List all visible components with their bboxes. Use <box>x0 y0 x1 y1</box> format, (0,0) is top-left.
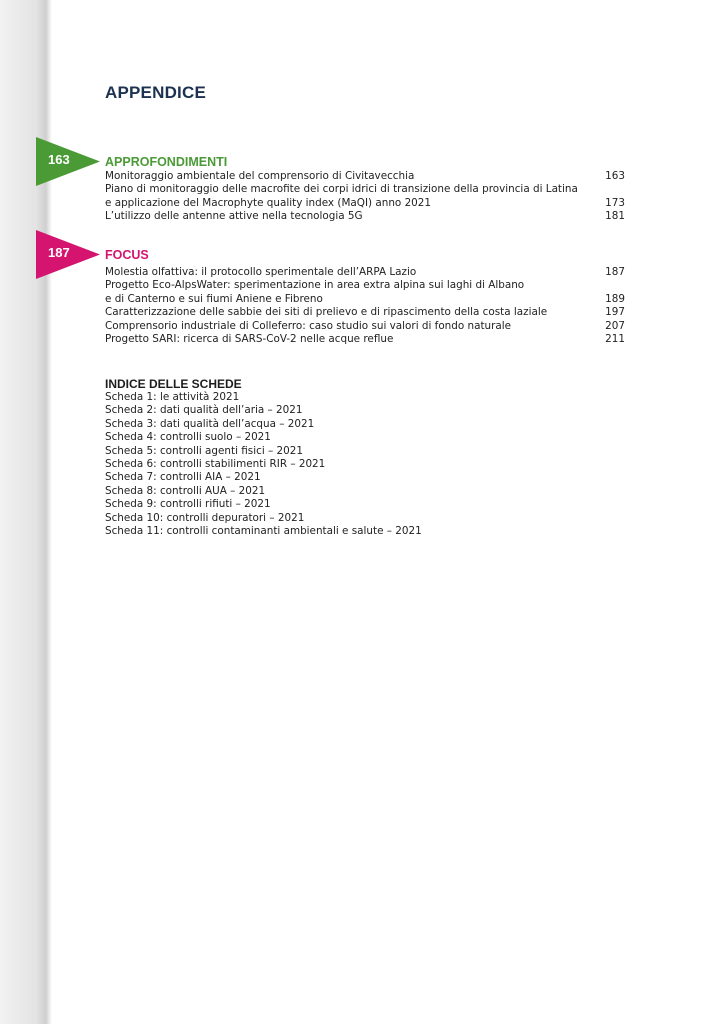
approfondimenti-flag-number: 163 <box>48 152 70 167</box>
toc-entry-row <box>105 266 625 279</box>
scheda-item[interactable]: Scheda 6: controlli stabilimenti RIR – 2021 <box>105 458 326 471</box>
toc-entry-title: L’utilizzo delle antenne attive nella tecnologia 5G <box>105 210 363 223</box>
schede-heading: INDICE DELLE SCHEDE <box>105 377 242 391</box>
approfondimenti-list <box>105 170 625 224</box>
focus-list <box>105 266 625 346</box>
toc-entry-title: Caratterizzazione delle sabbie dei siti di prelievo e di ripascimento della costa laziale <box>105 306 548 319</box>
toc-entry-title: Progetto SARI: ricerca di SARS-CoV-2 nelle acque reflue <box>105 333 394 346</box>
toc-entry-title: e applicazione del Macrophyte quality index (MaQI) anno 2021 <box>105 196 432 209</box>
toc-entry-title-line: Piano di monitoraggio delle macrofite dei corpi idrici di transizione della provincia di Latina <box>105 183 578 196</box>
toc-entry-title-line: Progetto Eco-AlpsWater: sperimentazione in area extra alpina sui laghi di Albano <box>105 279 525 292</box>
focus-heading: FOCUS <box>105 248 149 262</box>
focus-flag-number: 187 <box>48 245 70 260</box>
toc-entry[interactable] <box>105 266 625 279</box>
toc-entry-page: 197 <box>605 306 625 319</box>
toc-entry-title: Monitoraggio ambientale del comprensorio di Civitavecchia <box>105 170 415 182</box>
approfondimenti-heading: APPROFONDIMENTI <box>105 155 228 169</box>
focus-page-flag <box>36 230 100 279</box>
toc-entry-page: 173 <box>605 196 625 209</box>
scheda-item[interactable]: Scheda 4: controlli suolo – 2021 <box>105 431 271 444</box>
schede-list <box>105 391 422 538</box>
toc-entry[interactable] <box>105 333 625 346</box>
scheda-item[interactable]: Scheda 11: controlli contaminanti ambientali e salute – 2021 <box>105 525 422 538</box>
toc-entry-page: 189 <box>605 292 625 305</box>
toc-entry-row <box>105 293 625 306</box>
toc-entry[interactable] <box>105 279 625 306</box>
toc-entry-title: Comprensorio industriale di Colleferro: caso studio sui valori di fondo naturale <box>105 319 512 332</box>
scheda-item[interactable]: Scheda 8: controlli AUA – 2021 <box>105 484 266 497</box>
scheda-item[interactable]: Scheda 9: controlli rifiuti – 2021 <box>105 498 271 511</box>
scheda-item[interactable]: Scheda 3: dati qualità dell’acqua – 2021 <box>105 417 315 430</box>
toc-entry-page: 181 <box>605 210 625 223</box>
scheda-item[interactable]: Scheda 7: controlli AIA – 2021 <box>105 471 261 484</box>
approfondimenti-page-flag <box>36 137 100 186</box>
toc-entry[interactable] <box>105 170 625 183</box>
toc-entry-row <box>105 197 625 210</box>
toc-entry-page: 207 <box>605 319 625 332</box>
toc-entry-title: e di Canterno e sui fiumi Aniene e Fibreno <box>105 292 323 305</box>
toc-entry-row <box>105 210 625 223</box>
scheda-item[interactable]: Scheda 1: le attività 2021 <box>105 391 240 403</box>
scheda-item[interactable]: Scheda 10: controlli depuratori – 2021 <box>105 511 305 524</box>
toc-entry[interactable] <box>105 210 625 223</box>
scheda-item[interactable]: Scheda 5: controlli agenti fisici – 2021 <box>105 444 303 457</box>
toc-entry[interactable] <box>105 320 625 333</box>
toc-entry-row <box>105 306 625 319</box>
toc-entry-title: Molestia olfattiva: il protocollo sperimentale dell’ARPA Lazio <box>105 266 417 278</box>
toc-entry-row <box>105 320 625 333</box>
scheda-item[interactable]: Scheda 2: dati qualità dell’aria – 2021 <box>105 404 303 417</box>
toc-entry-page: 211 <box>605 333 625 346</box>
toc-entry-page: 163 <box>605 170 625 182</box>
toc-entry-row <box>105 333 625 346</box>
toc-entry-page: 187 <box>605 266 625 278</box>
toc-entry[interactable] <box>105 183 625 210</box>
toc-entry[interactable] <box>105 306 625 319</box>
toc-entry-row <box>105 170 625 183</box>
page-title: APPENDICE <box>105 83 206 102</box>
